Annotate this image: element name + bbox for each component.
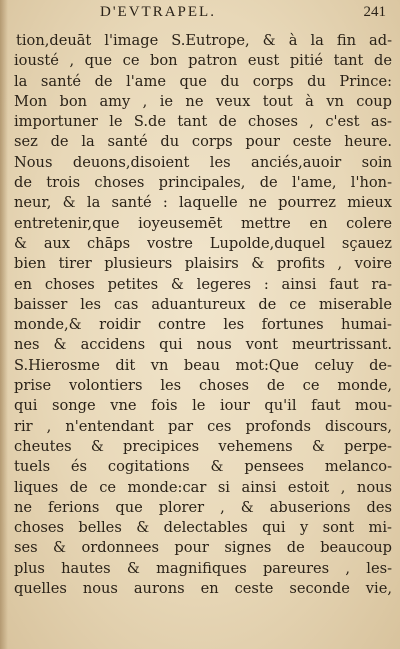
text-line: baisser les cas aduantureux de ce miserable	[14, 295, 392, 313]
text-line: liques de ce monde:car si ainsi estoit , nous	[14, 478, 392, 496]
text-line: sez de la santé du corps pour ceste heure.	[14, 133, 392, 151]
text-line: qui songe vne fois le iour qu'il faut mou-	[14, 397, 392, 415]
page-gutter-shadow	[0, 0, 8, 649]
text-line: en choses petites & legeres : ainsi faut ra-	[14, 275, 392, 293]
page-number: 241	[363, 4, 386, 20]
body-text	[14, 31, 392, 599]
text-line: Nous deuons,disoient les anciés,auoir soin	[14, 153, 392, 171]
text-line: choses belles & delectables qui y sont mi-	[14, 519, 392, 537]
text-line: ne ferions que plorer , & abuserions des	[14, 498, 392, 516]
text-line: de trois choses principales, de l'ame, l'hon-	[14, 174, 392, 192]
text-line: bien tirer plusieurs plaisirs & profits , voire	[14, 255, 392, 273]
page-header	[0, 4, 400, 30]
text-line: tion,deuāt l'image S.Eutrope, & à la fin ad-	[16, 32, 392, 49]
text-line: iousté , que ce bon patron eust pitié tant de	[14, 52, 392, 70]
text-line: plus hautes & magnifiques pareures , les-	[14, 559, 392, 577]
text-line: & aux chāps vostre Lupolde,duquel sçauez	[14, 234, 392, 252]
text-line: cheutes & precipices vehemens & perpe-	[14, 437, 392, 455]
text-line: la santé de l'ame que du corps du Prince:	[14, 72, 392, 90]
text-line: Mon bon amy , ie ne veux tout à vn coup	[14, 92, 392, 110]
text-line: tuels és cogitations & pensees melanco-	[14, 458, 392, 476]
text-line: nes & accidens qui nous vont meurtrissant.	[14, 336, 392, 354]
text-line: quelles nous aurons en ceste seconde vie,	[14, 580, 392, 598]
text-line: ses & ordonnees pour signes de beaucoup	[14, 539, 392, 557]
text-line: prise volontiers les choses de ce monde,	[14, 377, 392, 395]
text-line: entretenir,que ioyeusemēt mettre en colere	[14, 214, 392, 232]
text-line: importuner le S.de tant de choses , c'est as-	[14, 113, 392, 131]
text-line: rir , n'entendant par ces profonds discours,	[14, 417, 392, 435]
running-title: D'EVTRAPEL.	[100, 4, 216, 20]
text-line: S.Hierosme dit vn beau mot:Que celuy de-	[14, 356, 392, 374]
text-line: monde,& roidir contre les fortunes humai-	[14, 316, 392, 334]
text-line: neur, & la santé : laquelle ne pourrez mieux	[14, 194, 392, 212]
